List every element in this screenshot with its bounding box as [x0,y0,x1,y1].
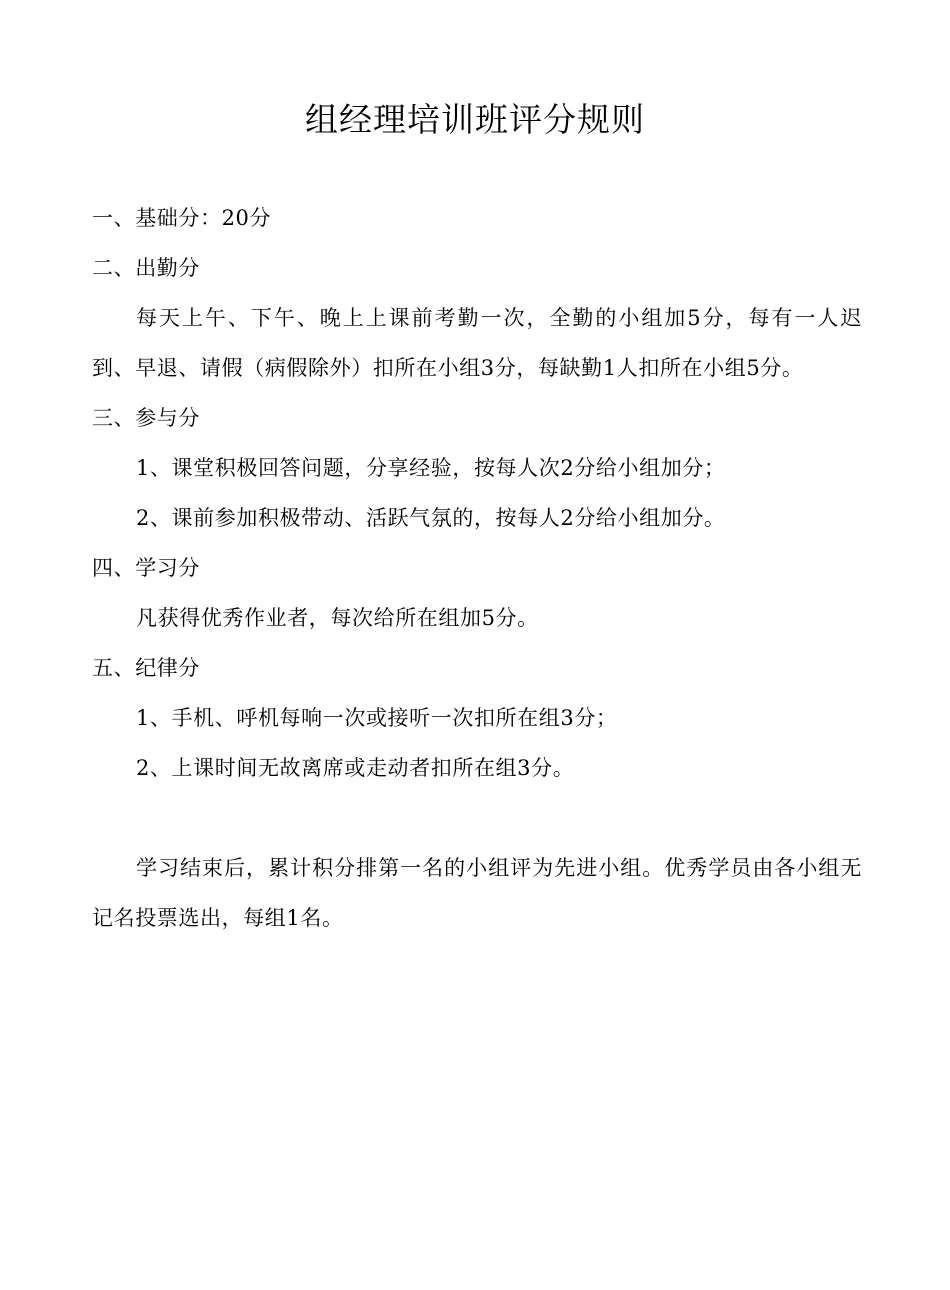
participation-rule-2: 2、课前参加积极带动、活跃气氛的，按每人2分给小组加分。 [136,506,726,530]
closing-paragraph: 学习结束后，累计积分排第一名的小组评为先进小组。优秀学员由各小组无记名投票选出，每组1名。 [92,856,862,930]
section-heading-study: 四、学习分 [92,556,200,580]
section-heading-basic-score: 一、基础分：20分 [92,206,272,230]
attendance-rule: 每天上午、下午、晚上上课前考勤一次，全勤的小组加5分，每有一人迟到、早退、请假（病假除外）扣所在小组3分，每缺勤1人扣所在小组5分。 [92,306,862,380]
participation-rule-1: 1、课堂积极回答问题，分享经验，按每人次2分给小组加分； [136,456,726,480]
section-heading-attendance: 二、出勤分 [92,256,200,280]
paragraph-spacer [92,793,862,843]
section-heading-participation: 三、参与分 [92,406,200,430]
section-heading-discipline: 五、纪律分 [92,656,200,680]
document-title: 组经理培训班评分规则 [305,100,645,139]
discipline-rule-2: 2、上课时间无故离席或走动者扣所在组3分。 [136,756,575,780]
discipline-rule-1: 1、手机、呼机每响一次或接听一次扣所在组3分； [136,706,618,730]
study-rule: 凡获得优秀作业者，每次给所在组加5分。 [136,606,539,630]
document-body [92,193,862,943]
